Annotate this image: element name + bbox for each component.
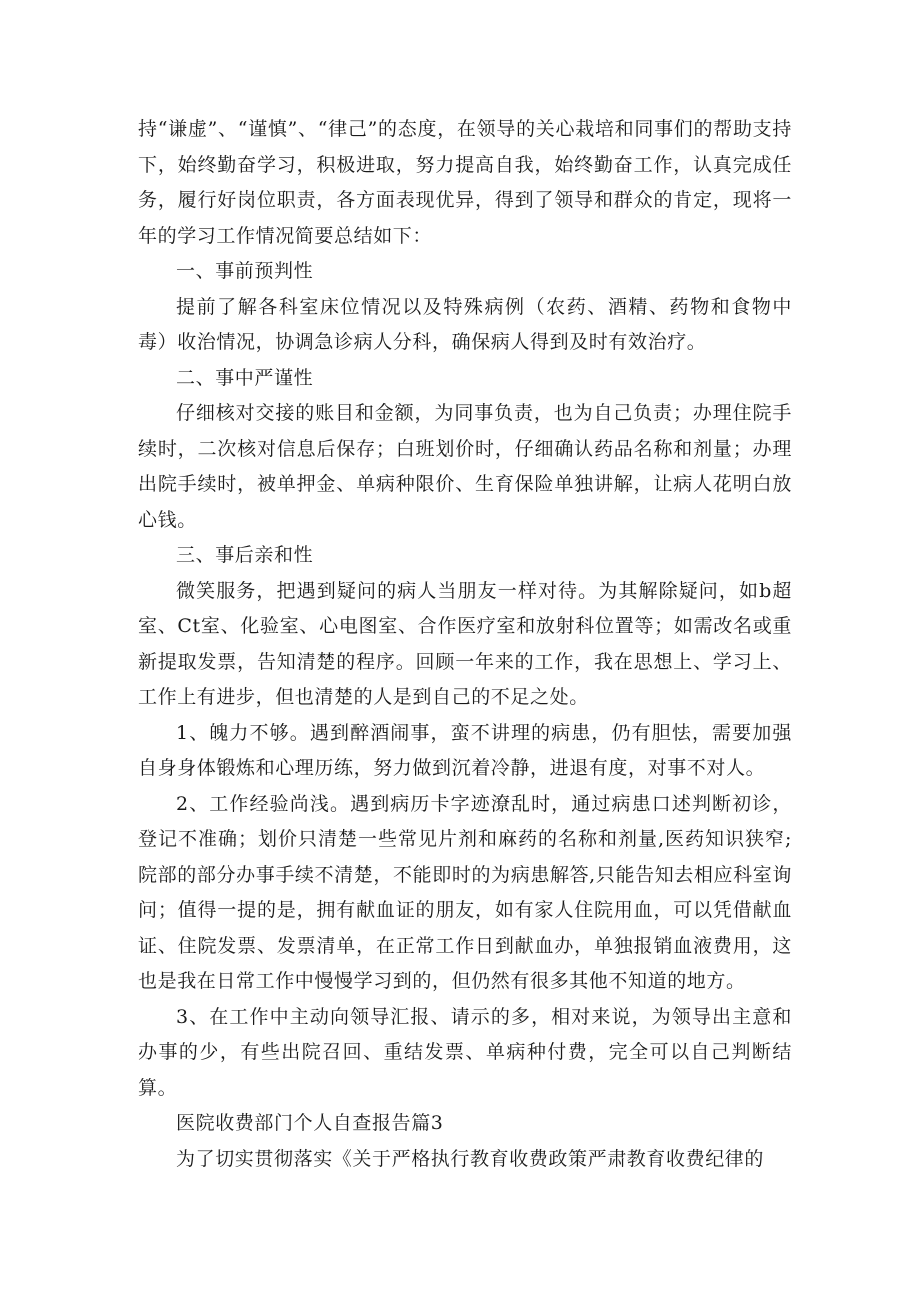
paragraph-section-2: 仔细核对交接的账目和金额，为同事负责，也为自己负责；办理住院手续时，二次核对信息后保存；白班划价时，仔细确认药品名称和剂量；办理出院手续时，被单押金、单病种限价、生育保险单独讲解，让病人花明白放心钱。 xyxy=(138,402,792,531)
paragraph-item-3: 3、在工作中主动向领导汇报、请示的多，相对来说，为领导出主意和办事的少，有些出院召回、重结发票、单病种付费，完全可以自己判断结算。 xyxy=(138,1005,792,1099)
paragraph-intro: 持“谦虚”、“谨慎”、“律己”的态度，在领导的关心栽培和同事们的帮助支持下，始终勤奋学习，积极进取，努力提高自我，始终勤奋工作，认真完成任务，履行好岗位职责，各方面表现优异，得到了领导和群众的肯定，现将一年的学习工作情况简要总结如下： xyxy=(138,118,792,247)
paragraph-section-1: 提前了解各科室床位情况以及特殊病例（农药、酒精、药物和食物中毒）收治情况，协调急诊病人分科，确保病人得到及时有效治疗。 xyxy=(138,295,792,353)
heading-section-3: 三、事后亲和性 xyxy=(176,544,314,566)
paragraph-item-2: 2、工作经验尚浅。遇到病历卡字迹潦乱时，通过病患口述判断初诊，登记不准确；划价只清楚一些常见片剂和麻药的名称和剂量,医药知识狭窄;院部的部分办事手续不清楚，不能即时的为病患解答,只能告知去相应科室询问；值得一提的是，拥有献血证的朋友，如有家人住院用血，可以凭借献血证、住院发票、发票清单，在正常工作日到献血办，单独报销血液费用，这也是我在日常工作中慢慢学习到的，但仍然有很多其他不知道的地方。 xyxy=(138,792,792,992)
report-title: 医院收费部门个人自查报告篇3 xyxy=(176,1112,444,1134)
paragraph-report-intro: 为了切实贯彻落实《关于严格执行教育收费政策严肃教育收费纪律的 xyxy=(176,1147,765,1170)
heading-section-2: 二、事中严谨性 xyxy=(176,366,314,389)
document-body xyxy=(138,112,792,1177)
paragraph-item-1: 1、魄力不够。遇到醉酒闹事，蛮不讲理的病患，仍有胆怯，需要加强自身身体锻炼和心理历练，努力做到沉着冷静，进退有度，对事不对人。 xyxy=(138,721,792,779)
heading-section-1: 一、事前预判性 xyxy=(176,260,314,282)
paragraph-section-3: 微笑服务，把遇到疑问的病人当朋友一样对待。为其解除疑问，如b超室、Ct室、化验室、心电图室、合作医疗室和放射科位置等；如需改名或重新提取发票，告知清楚的程序。回顾一年来的工作，我在思想上、学习上、工作上有进步，但也清楚的人是到自己的不足之处。 xyxy=(138,579,792,708)
